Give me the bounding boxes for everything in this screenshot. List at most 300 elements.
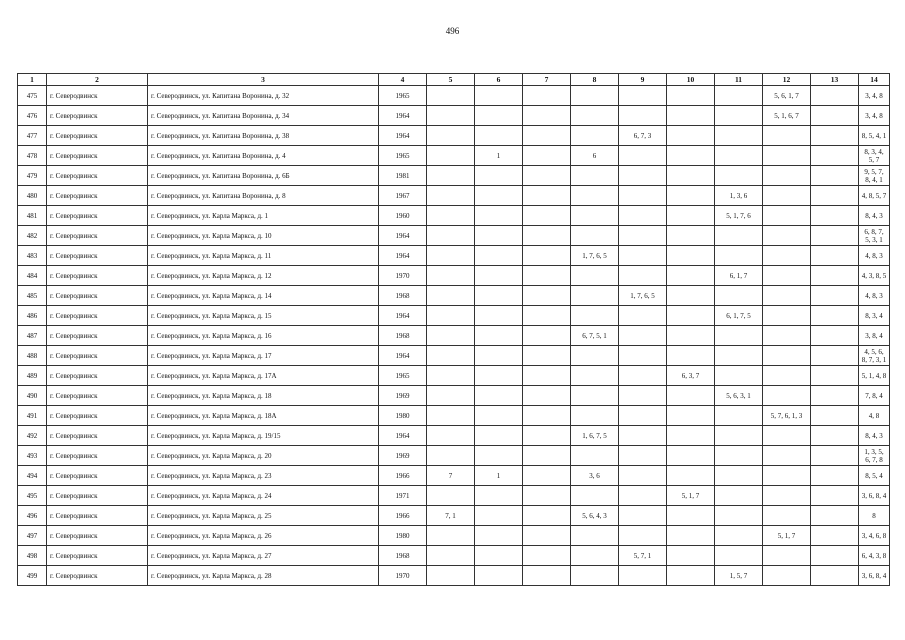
table-row [18,106,890,126]
table-cell: г. Северодвинск [47,306,148,326]
table-cell: г. Северодвинск, ул. Карла Маркса, д. 15 [148,306,379,326]
column-header-14: 14 [859,74,890,86]
table-cell [811,146,859,166]
table-cell [427,326,475,346]
table-cell: г. Северодвинск [47,166,148,186]
table-cell: 5, 1, 7 [763,526,811,546]
table-cell [475,406,523,426]
table-cell [811,506,859,526]
table-cell [811,206,859,226]
table-cell: 4, 8, 5, 7 [859,186,890,206]
table-cell [619,106,667,126]
table-row [18,526,890,546]
table-cell: г. Северодвинск [47,246,148,266]
column-header-3: 3 [148,74,379,86]
table-cell [523,206,571,226]
table-cell: 1964 [379,426,427,446]
table-row [18,186,890,206]
table-cell [475,326,523,346]
table-cell: 8, 4, 3 [859,426,890,446]
table-cell [427,346,475,366]
table-cell [427,426,475,446]
table-cell [667,286,715,306]
table-cell [427,106,475,126]
table-body [18,86,890,586]
table-cell [571,106,619,126]
table-cell [811,286,859,306]
table-cell [427,226,475,246]
table-cell: г. Северодвинск [47,266,148,286]
table-cell: 496 [18,506,47,526]
table-cell: 1980 [379,526,427,546]
table-cell [715,466,763,486]
table-cell: г. Северодвинск, ул. Карла Маркса, д. 27 [148,546,379,566]
table-cell: г. Северодвинск, ул. Карла Маркса, д. 10 [148,226,379,246]
table-cell: 497 [18,526,47,546]
table-cell [427,446,475,466]
table-cell: 475 [18,86,47,106]
table-cell: г. Северодвинск, ул. Капитана Воронина, д. 32 [148,86,379,106]
table-cell: г. Северодвинск, ул. Карла Маркса, д. 23 [148,466,379,486]
table-cell: 6, 7, 5, 1 [571,326,619,346]
table-cell [427,166,475,186]
table-cell: г. Северодвинск [47,386,148,406]
table-cell: 3, 6, 8, 4 [859,566,890,586]
table-cell [571,386,619,406]
table-cell: 3, 8, 4 [859,326,890,346]
table-cell [763,126,811,146]
table-cell [475,106,523,126]
table-cell [811,86,859,106]
table-cell [811,406,859,426]
table-cell [523,86,571,106]
table-cell [523,406,571,426]
table-cell: г. Северодвинск [47,286,148,306]
table-cell [427,306,475,326]
table-cell [571,206,619,226]
table-cell [715,546,763,566]
table-cell: 1966 [379,506,427,526]
table-cell [811,426,859,446]
table-cell [619,486,667,506]
table-cell [475,206,523,226]
table-cell: 6 [571,146,619,166]
table-cell [427,386,475,406]
table-cell: 5, 1, 7 [667,486,715,506]
table-cell [523,366,571,386]
table-row [18,386,890,406]
table-cell: 1960 [379,206,427,226]
table-cell: г. Северодвинск [47,146,148,166]
table-cell [811,486,859,506]
column-header-1: 1 [18,74,47,86]
table-cell: 8, 4, 3 [859,206,890,226]
table-cell: г. Северодвинск, ул. Карла Маркса, д. 1 [148,206,379,226]
table-cell [811,346,859,366]
table-cell [811,446,859,466]
table-cell [763,326,811,346]
table-cell [715,246,763,266]
table-cell: 1970 [379,566,427,586]
table-cell [667,166,715,186]
table-cell [811,466,859,486]
table-cell [667,86,715,106]
table-cell [715,326,763,346]
table-cell [571,346,619,366]
table-cell: 1966 [379,466,427,486]
table-cell [715,486,763,506]
table-cell: г. Северодвинск, ул. Карла Маркса, д. 17А [148,366,379,386]
table-row [18,366,890,386]
table-cell: г. Северодвинск, ул. Капитана Воронина, д. 34 [148,106,379,126]
table-cell: 494 [18,466,47,486]
table-cell: 8, 5, 4 [859,466,890,486]
table-cell: 495 [18,486,47,506]
table-row [18,166,890,186]
table-cell: 1, 7, 6, 5 [571,246,619,266]
table-cell [523,446,571,466]
table-cell [763,466,811,486]
table-cell: г. Северодвинск, ул. Карла Маркса, д. 12 [148,266,379,286]
table-cell: 8, 3, 4, 5, 7 [859,146,890,166]
table-cell [715,506,763,526]
table-cell: г. Северодвинск [47,526,148,546]
table-cell [763,546,811,566]
table-cell [667,446,715,466]
table-cell [571,446,619,466]
table-cell: г. Северодвинск, ул. Карла Маркса, д. 26 [148,526,379,546]
table-cell [619,506,667,526]
table-cell: 6, 1, 7, 5 [715,306,763,326]
table-cell: 489 [18,366,47,386]
table-cell: 6, 7, 3 [619,126,667,146]
table-cell [475,366,523,386]
table-cell [523,326,571,346]
table-cell: 5, 6, 3, 1 [715,386,763,406]
table-cell [475,346,523,366]
table-cell: г. Северодвинск, ул. Капитана Воронина, д. 4 [148,146,379,166]
table-cell [475,166,523,186]
table-cell: 1969 [379,446,427,466]
table-cell [763,246,811,266]
table-cell: 490 [18,386,47,406]
table-cell: г. Северодвинск, ул. Карла Маркса, д. 17 [148,346,379,366]
table-cell [715,526,763,546]
table-cell: г. Северодвинск [47,426,148,446]
table-cell [619,166,667,186]
table-cell: 1 [475,146,523,166]
table-cell [475,186,523,206]
table-header-row [18,74,890,86]
table-cell [475,86,523,106]
table-cell [763,146,811,166]
table-cell [715,86,763,106]
table-cell [619,186,667,206]
table-cell: 7 [427,466,475,486]
column-header-10: 10 [667,74,715,86]
table-cell: 486 [18,306,47,326]
table-cell [619,426,667,446]
table-cell: 479 [18,166,47,186]
table-cell [427,366,475,386]
table-cell: 1980 [379,406,427,426]
table-cell: 491 [18,406,47,426]
table-cell: 478 [18,146,47,166]
table-cell: г. Северодвинск, ул. Капитана Воронина, д. 6Б [148,166,379,186]
table-cell: 6, 3, 7 [667,366,715,386]
table-cell [667,266,715,286]
table-cell: 8, 3, 4 [859,306,890,326]
table-cell [667,406,715,426]
table-cell [427,286,475,306]
table-cell: 5, 6, 4, 3 [571,506,619,526]
table-cell [763,346,811,366]
table-cell [811,546,859,566]
table-cell [667,206,715,226]
table-row [18,566,890,586]
table-cell: г. Северодвинск [47,106,148,126]
table-cell [571,186,619,206]
table-cell: 1, 3, 5, 6, 7, 8 [859,446,890,466]
table-cell [475,566,523,586]
table-cell [427,406,475,426]
table-cell: 498 [18,546,47,566]
table-cell: 484 [18,266,47,286]
table-cell: 477 [18,126,47,146]
table-cell: г. Северодвинск [47,326,148,346]
table-cell: 499 [18,566,47,586]
column-header-5: 5 [427,74,475,86]
table-row [18,486,890,506]
table-cell [523,166,571,186]
table-cell [811,186,859,206]
table-cell [811,246,859,266]
table-cell [811,526,859,546]
table-cell: г. Северодвинск, ул. Карла Маркса, д. 18А [148,406,379,426]
table-cell: 5, 1, 7, 6 [715,206,763,226]
table-cell: г. Северодвинск [47,186,148,206]
table-cell [763,506,811,526]
table-cell: 6, 1, 7 [715,266,763,286]
table-row [18,426,890,446]
table-cell: г. Северодвинск, ул. Карла Маркса, д. 18 [148,386,379,406]
table-row [18,546,890,566]
table-cell [715,126,763,146]
table-cell [523,306,571,326]
table-cell [667,346,715,366]
table-cell [523,106,571,126]
table-cell [667,106,715,126]
table-cell: г. Северодвинск, ул. Карла Маркса, д. 24 [148,486,379,506]
table-cell [523,146,571,166]
table-cell [811,266,859,286]
table-cell: 6, 4, 3, 8 [859,546,890,566]
table-cell [715,446,763,466]
table-cell [523,386,571,406]
table-row [18,146,890,166]
table-cell: 1971 [379,486,427,506]
table-cell [619,206,667,226]
table-cell [523,486,571,506]
table-cell [571,226,619,246]
table-cell [571,366,619,386]
table-cell [763,206,811,226]
table-cell [427,86,475,106]
table-cell [475,386,523,406]
table-cell: 485 [18,286,47,306]
table-cell: 8, 5, 4, 1 [859,126,890,146]
table-cell [715,166,763,186]
table-cell [571,566,619,586]
table-cell: 4, 8 [859,406,890,426]
table-cell: г. Северодвинск, ул. Карла Маркса, д. 25 [148,506,379,526]
table-cell [571,166,619,186]
table-cell [619,566,667,586]
table-cell: 1968 [379,326,427,346]
table-cell [619,386,667,406]
table-cell [475,546,523,566]
table-cell [619,306,667,326]
table-cell: 488 [18,346,47,366]
table-row [18,206,890,226]
table-cell: г. Северодвинск [47,86,148,106]
table-cell [715,426,763,446]
table-cell: г. Северодвинск [47,446,148,466]
table-cell [811,566,859,586]
table-cell: 1970 [379,266,427,286]
table-cell [667,246,715,266]
table-cell [571,126,619,146]
table-cell [811,106,859,126]
table-cell [475,526,523,546]
table-cell: 6, 8, 7, 5, 3, 1 [859,226,890,246]
data-table [17,73,890,586]
table-cell: 482 [18,226,47,246]
table-cell [667,526,715,546]
table-cell: 7, 8, 4 [859,386,890,406]
table-cell [667,426,715,446]
table-cell: 1, 6, 7, 5 [571,426,619,446]
table-cell [667,146,715,166]
table-cell [763,566,811,586]
table-row [18,126,890,146]
table-cell [811,366,859,386]
table-cell: г. Северодвинск, ул. Карла Маркса, д. 16 [148,326,379,346]
table-cell [571,406,619,426]
table-cell [523,426,571,446]
table-cell: 1964 [379,246,427,266]
table-cell: 4, 8, 3 [859,286,890,306]
column-header-6: 6 [475,74,523,86]
table-cell: г. Северодвинск [47,406,148,426]
table-cell: 483 [18,246,47,266]
table-cell [763,166,811,186]
table-cell [763,286,811,306]
table-cell [571,546,619,566]
table-cell: г. Северодвинск [47,206,148,226]
table-cell [475,506,523,526]
table-cell [811,306,859,326]
table-cell: г. Северодвинск [47,486,148,506]
page-number: 496 [445,26,460,36]
table-cell [619,226,667,246]
table-cell [571,86,619,106]
table-cell [619,526,667,546]
table-cell [667,226,715,246]
table-cell [475,246,523,266]
table-cell: г. Северодвинск, ул. Карла Маркса, д. 14 [148,286,379,306]
table-cell: 1968 [379,546,427,566]
table-cell [523,246,571,266]
table-row [18,246,890,266]
table-row [18,266,890,286]
table-row [18,506,890,526]
table-cell [667,186,715,206]
table-cell: 1969 [379,386,427,406]
table-cell: 3, 6 [571,466,619,486]
table-cell [715,286,763,306]
table-cell [811,226,859,246]
table-cell [667,506,715,526]
table-cell [715,406,763,426]
table-row [18,326,890,346]
table-cell: 8 [859,506,890,526]
table-cell [619,146,667,166]
table-cell: г. Северодвинск, ул. Карла Маркса, д. 19/15 [148,426,379,446]
table-cell: 1964 [379,106,427,126]
table-cell: 4, 3, 8, 5 [859,266,890,286]
table-cell [619,366,667,386]
table-cell [667,306,715,326]
table-cell [619,86,667,106]
table-cell: 1981 [379,166,427,186]
table-cell [763,486,811,506]
column-header-7: 7 [523,74,571,86]
table-cell [523,526,571,546]
table-cell [619,466,667,486]
table-cell: 4, 5, 6, 8, 7, 3, 1 [859,346,890,366]
table-cell: г. Северодвинск [47,226,148,246]
table-cell: 1 [475,466,523,486]
table-cell [619,266,667,286]
table-cell: 1967 [379,186,427,206]
table-cell: 487 [18,326,47,346]
table-cell [811,386,859,406]
table-cell [715,106,763,126]
table-row [18,306,890,326]
table-cell: г. Северодвинск [47,346,148,366]
table-cell: 492 [18,426,47,446]
table-cell [667,566,715,586]
table-cell [427,186,475,206]
table-cell: 1964 [379,346,427,366]
table-cell: г. Северодвинск, ул. Карла Маркса, д. 20 [148,446,379,466]
column-header-9: 9 [619,74,667,86]
table-cell: г. Северодвинск, ул. Капитана Воронина, д. 38 [148,126,379,146]
table-cell [763,366,811,386]
table-cell [619,326,667,346]
table-cell [523,546,571,566]
table-cell [475,306,523,326]
table-cell [427,266,475,286]
table-row [18,286,890,306]
table-cell [667,126,715,146]
table-cell: 1, 3, 6 [715,186,763,206]
table-cell [427,246,475,266]
table-row [18,406,890,426]
table-cell [667,466,715,486]
table-cell [667,546,715,566]
